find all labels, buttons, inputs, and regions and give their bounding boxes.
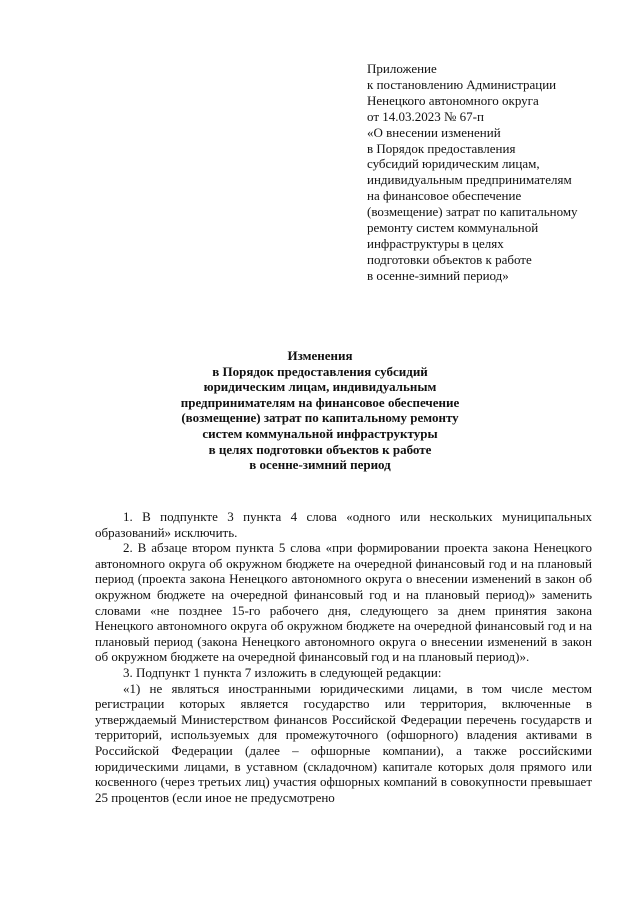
paragraph-2: 2. В абзаце втором пункта 5 слова «при формировании проекта закона Ненецкого автономного округа об окружном бюджете на очередной финансовый год и на плановый период (проекта закона Ненецкого автономного округа о внесении изменений в закон об окружном бюджете на очередной финансовый год и на плановый период)» заменить словами «не позднее 15-го рабочего дня, следующего за днем принятия закона Ненецкого автономного округа об окружном бюджете на очередной финансовый год и на плановый период (закона Ненецкого автономного округа о внесении изменений в закон об окружном бюджете на очередной финансовый год и на плановый период)». bbox=[95, 540, 592, 665]
annex-line: инфраструктуры в целях bbox=[367, 235, 504, 251]
heading-line: в осенне-зимний период bbox=[249, 457, 391, 473]
annex-line: (возмещение) затрат по капитальному bbox=[367, 204, 578, 220]
annex-line: на финансовое обеспечение bbox=[367, 188, 522, 204]
annex-line: Приложение bbox=[367, 61, 437, 76]
annex-line: субсидий юридическим лицам, bbox=[367, 156, 540, 172]
annex-line: Ненецкого автономного округа bbox=[367, 92, 539, 108]
heading-line: (возмещение) затрат по капитальному ремонту bbox=[181, 410, 459, 426]
document-heading bbox=[120, 348, 520, 473]
heading-line: в Порядок предоставления субсидий bbox=[212, 363, 428, 379]
heading-line: Изменения bbox=[287, 348, 353, 363]
annex-line: к постановлению Администрации bbox=[367, 76, 557, 92]
annex-block bbox=[367, 61, 629, 284]
paragraph-3: 3. Подпункт 1 пункта 7 изложить в следующей редакции: bbox=[123, 664, 442, 680]
annex-line: «О внесении изменений bbox=[367, 124, 501, 140]
annex-line: в Порядок предоставления bbox=[367, 140, 516, 156]
heading-line: предпринимателям на финансовое обеспечение bbox=[180, 394, 460, 410]
annex-line: индивидуальным предпринимателям bbox=[367, 172, 572, 188]
annex-line: подготовки объектов к работе bbox=[367, 251, 532, 267]
paragraph-4: «1) не являться иностранными юридическими лицами, в том числе местом регистрации которых является государство или территория, включенные в утверждаемый Министерством финансов Российской Федерации перечень государств и территорий, используемых для промежуточного (офшорного) владения активами в Российской Федерации (далее – офшорные компании), а также российскими юридическими лицами, в уставном (складочном) капитале которых доля прямого или косвенного (через третьих лиц) участия офшорных компаний в совокупности превышает 25 процентов (если иное не предусмотрено bbox=[95, 680, 592, 805]
paragraph-1: 1. В подпункте 3 пункта 4 слова «одного или нескольких муниципальных образований» исключить. bbox=[95, 509, 592, 540]
document-body bbox=[95, 509, 592, 805]
heading-line: в целях подготовки объектов к работе bbox=[208, 441, 432, 457]
heading-line: юридическим лицам, индивидуальным bbox=[203, 379, 437, 395]
annex-line: в осенне-зимний период» bbox=[367, 267, 509, 283]
heading-line: систем коммунальной инфраструктуры bbox=[202, 425, 438, 441]
annex-line: ремонту систем коммунальной bbox=[367, 220, 539, 236]
annex-line: от 14.03.2023 № 67-п bbox=[367, 108, 484, 124]
